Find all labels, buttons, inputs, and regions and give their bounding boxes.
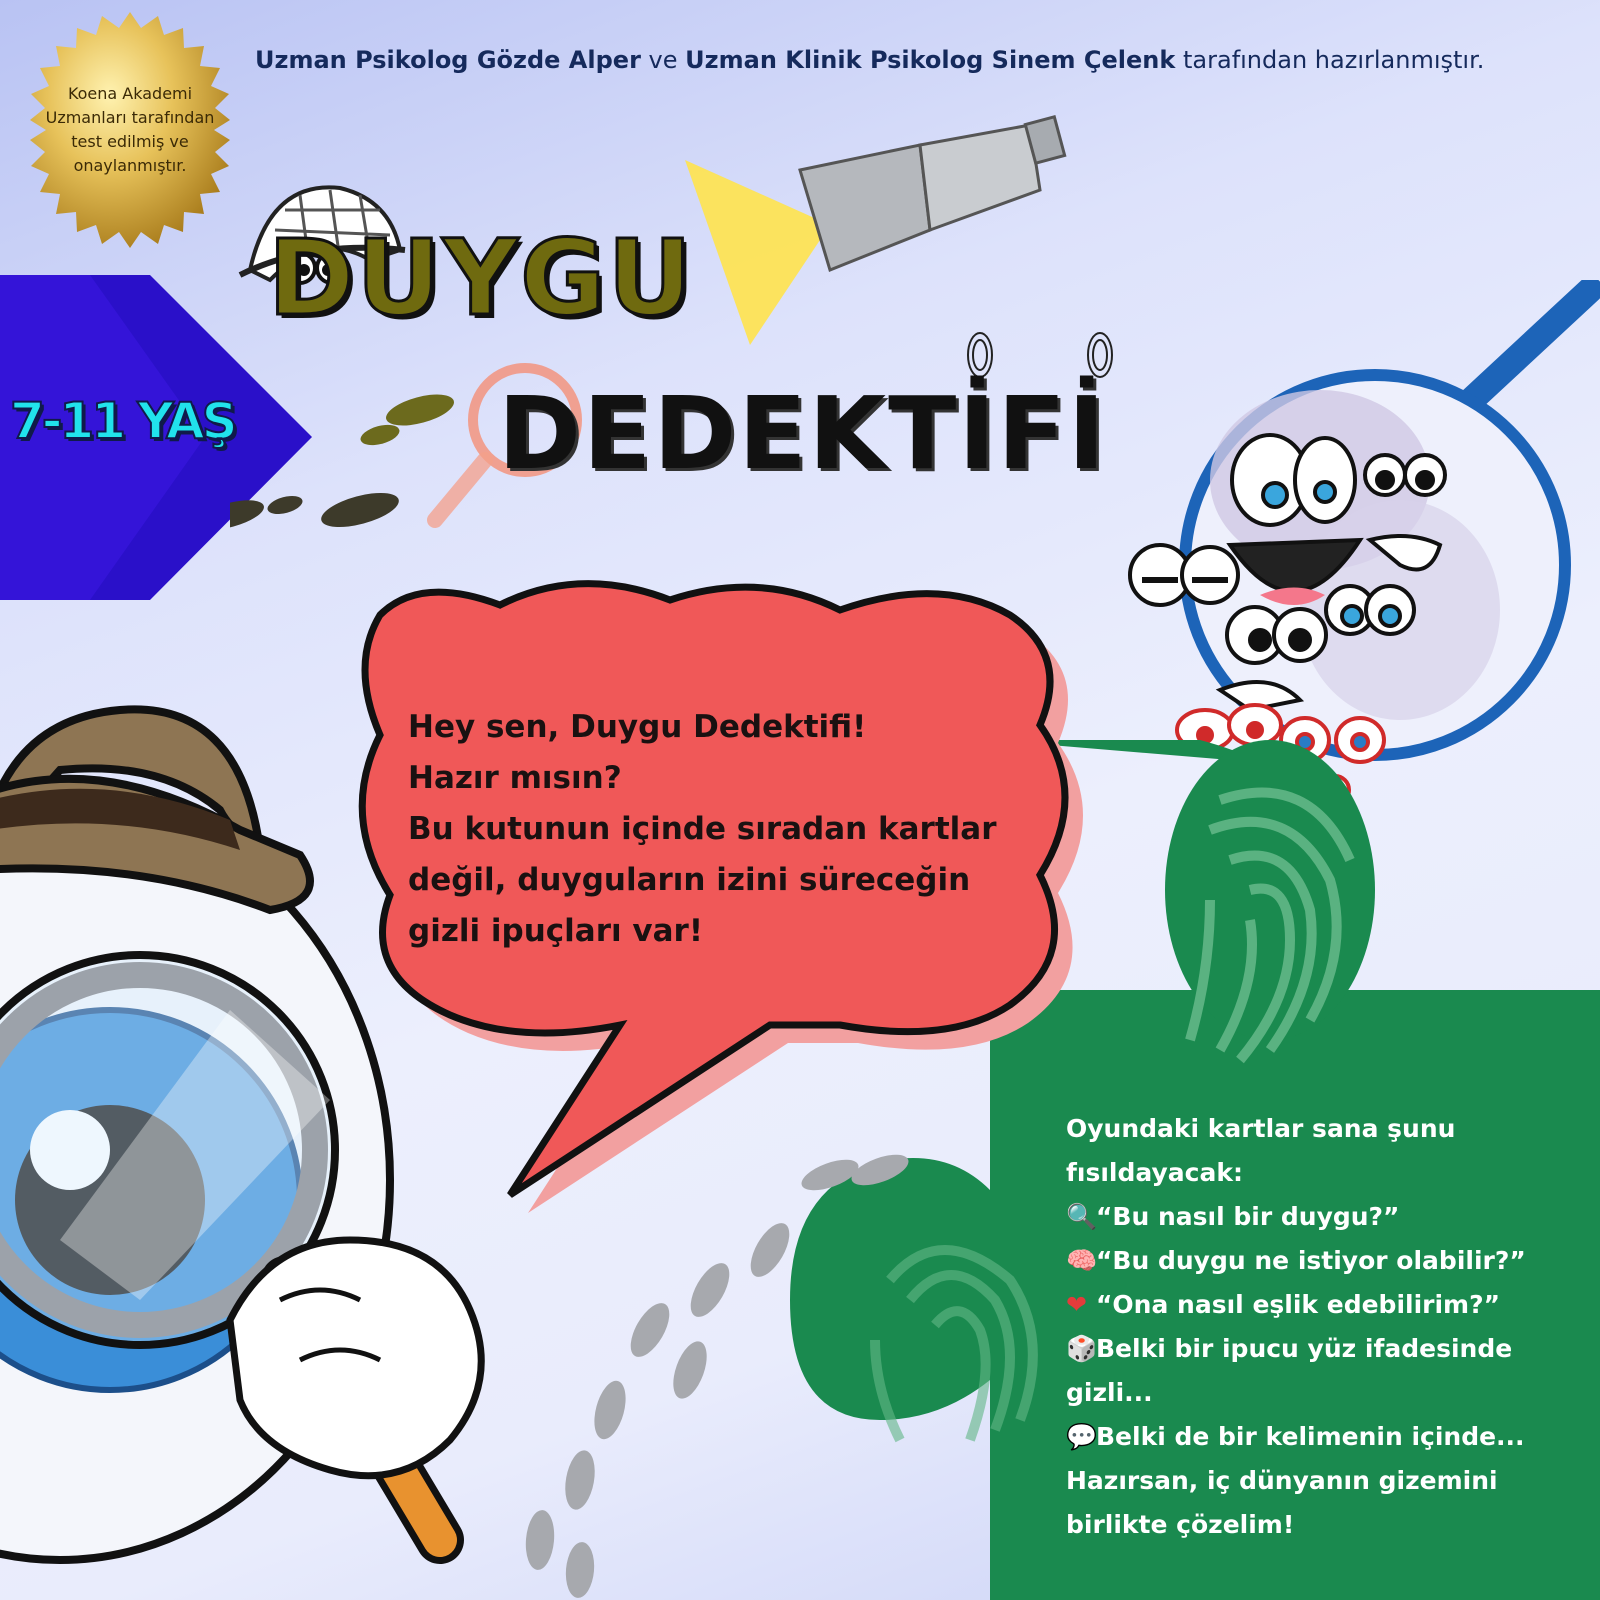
- panel-item-text: “Bu nasıl bir duygu?”: [1096, 1202, 1400, 1231]
- info-panel-text: [1066, 1107, 1586, 1547]
- footprints-icon: [230, 388, 457, 535]
- panel-item-5: [1066, 1415, 1586, 1459]
- heart-icon: ❤: [1066, 1290, 1087, 1319]
- panel-outro-2: birlikte çözelim!: [1066, 1510, 1295, 1539]
- bubble-line: Bu kutunun içinde sıradan kartlar: [408, 811, 997, 847]
- credit-line: [255, 46, 1595, 74]
- emotion-faces-magnifier: [1120, 280, 1600, 800]
- title-line-2: DEDEKTİFİ: [498, 375, 1108, 492]
- speech-icon: 💬: [1066, 1422, 1098, 1451]
- seal-text: [35, 82, 225, 178]
- dice-icon: 🎲: [1066, 1334, 1098, 1363]
- panel-item-text: Belki bir ipucu yüz ifadesinde: [1096, 1334, 1513, 1363]
- author-1: Uzman Psikolog Gözde Alper: [255, 46, 641, 74]
- credit-joiner: ve: [648, 46, 678, 74]
- panel-item-1: [1066, 1195, 1586, 1239]
- glove-icon: [230, 1240, 481, 1476]
- title-line-1: DUYGU: [268, 217, 694, 339]
- magnifier-icon: 🔍: [1066, 1202, 1098, 1231]
- seal-line: Koena Akademi: [67, 84, 193, 103]
- bubble-line: Hey sen, Duygu Dedektifi!: [408, 709, 867, 745]
- detective-eye-character: [0, 680, 560, 1600]
- panel-item-3: [1066, 1283, 1586, 1327]
- bubble-line: değil, duyguların izini süreceğin: [408, 862, 971, 898]
- panel-item-text: “Bu duygu ne istiyor olabilir?”: [1096, 1246, 1526, 1275]
- bubble-line: gizli ipuçları var!: [408, 913, 703, 949]
- panel-item-4-cont: gizli...: [1066, 1378, 1153, 1407]
- panel-intro-1: Oyundaki kartlar sana şunu: [1066, 1114, 1456, 1143]
- brain-icon: 🧠: [1066, 1246, 1098, 1275]
- bubble-line: Hazır mısın?: [408, 760, 622, 796]
- seal-line: onaylanmıştır.: [73, 156, 187, 175]
- panel-item-2: [1066, 1239, 1586, 1283]
- panel-item-text: Belki de bir kelimenin içinde...: [1096, 1422, 1525, 1451]
- flashlight-icon: [800, 117, 1065, 270]
- seal-line: Uzmanları tarafından: [45, 108, 215, 127]
- panel-item-4: [1066, 1327, 1586, 1371]
- panel-outro-1: Hazırsan, iç dünyanın gizemini: [1066, 1466, 1498, 1495]
- fingerprint-icon: [968, 333, 1112, 377]
- credit-suffix: tarafından hazırlanmıştır.: [1183, 46, 1485, 74]
- panel-item-text: “Ona nasıl eşlik edebilirim?”: [1096, 1290, 1501, 1319]
- seal-line: test edilmiş ve: [71, 132, 189, 151]
- author-2: Uzman Klinik Psikolog Sinem Çelenk: [685, 46, 1176, 74]
- panel-intro-2: fısıldayacak:: [1066, 1158, 1243, 1187]
- age-label: 7-11 YAŞ: [10, 392, 235, 450]
